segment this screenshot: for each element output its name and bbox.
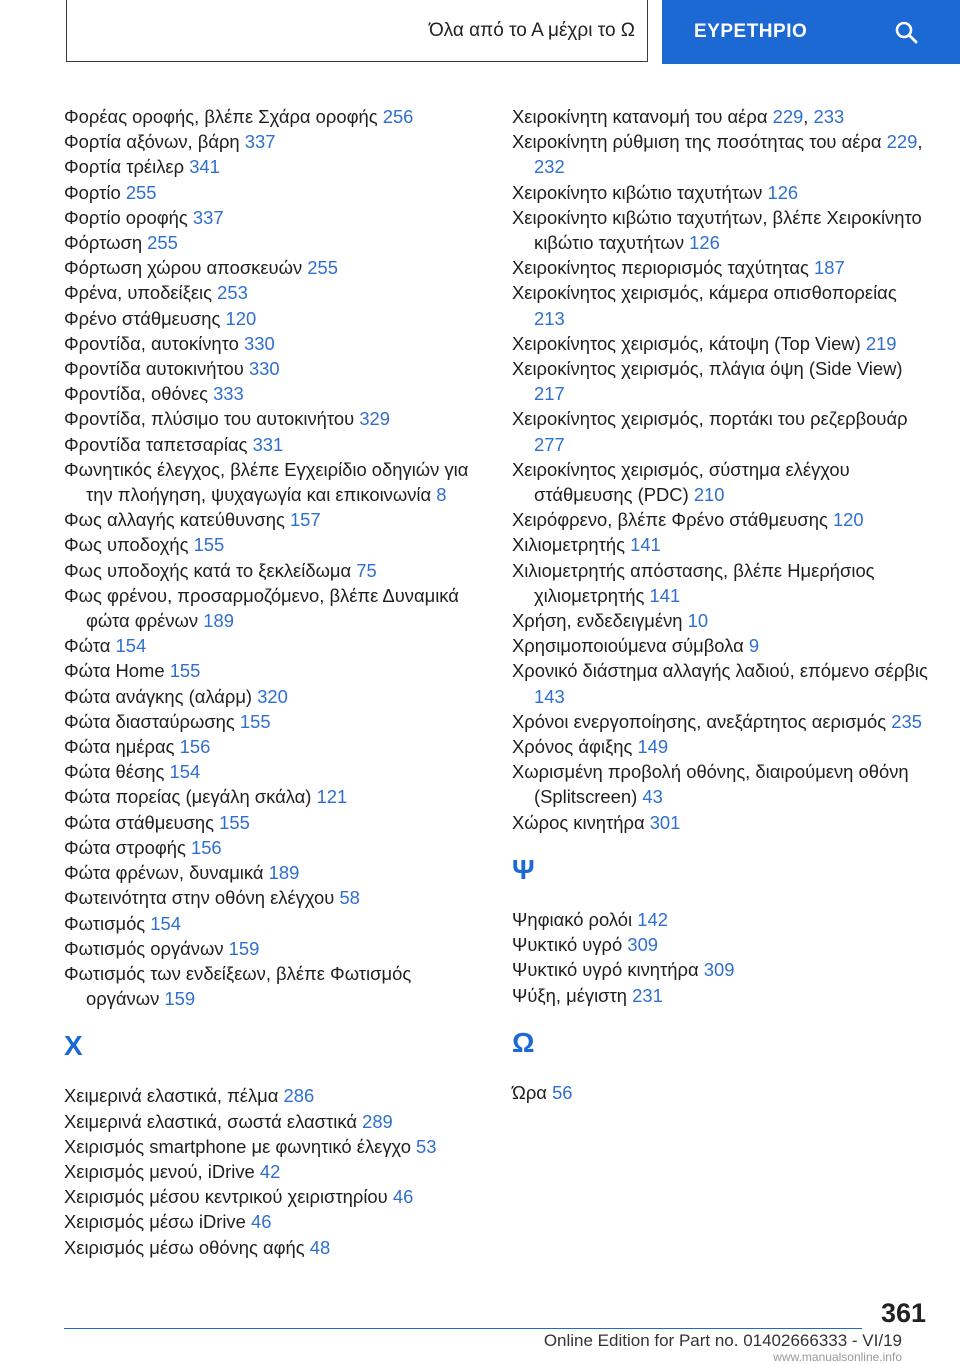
page-link[interactable]: 309 <box>627 934 659 956</box>
index-entry: Χειροκίνητη ρύθμιση της ποσότητας του αέρα 229, 232 <box>512 131 923 178</box>
section-letter: Ω <box>512 1026 535 1058</box>
entry-term: Φώτα <box>64 635 111 657</box>
page-link[interactable]: 154 <box>169 761 201 783</box>
index-entry <box>512 331 932 356</box>
page-link[interactable]: 301 <box>649 811 681 833</box>
page-link[interactable]: 189 <box>268 862 300 884</box>
index-entry <box>64 331 484 356</box>
index-entry <box>512 709 932 734</box>
page-link[interactable]: 126 <box>767 181 799 203</box>
index-entry <box>64 734 484 759</box>
entry-term: Χωρισμένη προβολή οθόνης, διαιρούμενη οθόνη (Splitscreen) <box>512 761 909 808</box>
entry-term: Χειρισμός μενού, iDrive <box>64 1160 255 1182</box>
section-letter: Χ <box>64 1030 83 1062</box>
entry-term: Φώτα φρένων, δυναμικά <box>64 862 264 884</box>
footer-divider <box>64 1328 862 1329</box>
entry-term: Φως φρένου, προσαρμοζόμενο, βλέπε Δυναμικά φώτα φρένων <box>64 584 459 632</box>
page-link[interactable]: 9 <box>748 635 760 657</box>
breadcrumb-label: Όλα από το Α μέχρι το Ω <box>428 19 635 41</box>
index-entry <box>64 709 484 734</box>
index-entry <box>512 205 932 255</box>
entry-term: Χώρος κινητήρα <box>512 811 645 833</box>
page-link[interactable]: 333 <box>213 383 244 405</box>
page-link[interactable]: 256 <box>382 106 414 127</box>
page-link[interactable]: 231 <box>632 984 663 1006</box>
entry-term: Ώρα <box>512 1081 547 1103</box>
entry-term: Χειροκίνητος χειρισμός, πλάγια όψη (Side View) <box>512 358 903 380</box>
index-entry <box>64 583 484 633</box>
entry-term: Φορτία τρέιλερ <box>64 156 185 178</box>
index-entry <box>64 230 484 255</box>
entry-term: Χειροκίνητος χειρισμός, κάμερα οπισθοπορείας <box>512 282 897 304</box>
page-link[interactable]: 141 <box>630 534 661 556</box>
entry-term: Φροντίδα, αυτοκίνητο <box>64 332 239 354</box>
page-header <box>66 0 960 64</box>
page-link[interactable]: 48 <box>309 1236 331 1258</box>
index-entry <box>64 633 484 658</box>
section-letter: Ψ <box>512 853 535 885</box>
entry-term: Φόρτωση χώρου αποσκευών <box>64 257 303 279</box>
page-link[interactable]: 155 <box>239 710 271 732</box>
page-link[interactable]: 143 <box>534 685 565 707</box>
entry-term: Χειρισμός μέσου κεντρικού χειριστηρίου <box>64 1186 388 1208</box>
entry-term: Χειροκίνητο κιβώτιο ταχυτήτων, βλέπε Χειροκίνητο κιβώτιο ταχυτήτων <box>512 206 922 254</box>
index-entry <box>64 961 484 1011</box>
entry-term: Χειμερινά ελαστικά, πέλμα <box>64 1085 279 1107</box>
page-link[interactable]: 187 <box>813 257 845 279</box>
index-entry <box>512 356 932 406</box>
page-link[interactable]: 159 <box>228 937 260 959</box>
entry-term: Φωνητικός έλεγχος, βλέπε Εγχειρίδιο οδηγιών για την πλοήγηση, ψυχαγωγία και επικοινωνία <box>64 458 469 506</box>
index-entry <box>64 911 484 936</box>
entry-term: Χρόνος άφιξης <box>512 736 633 758</box>
index-entry <box>64 810 484 835</box>
entry-term: Χειροκίνητος χειρισμός, κάτοψη (Top View) <box>512 332 861 354</box>
index-tab[interactable] <box>662 0 960 64</box>
page-link[interactable]: 286 <box>283 1085 315 1107</box>
page-link[interactable]: 53 <box>416 1135 437 1157</box>
entry-term: Φωτεινότητα στην οθόνη ελέγχου <box>64 887 335 909</box>
page-link[interactable]: 229 <box>772 106 804 127</box>
entry-term: Χειρισμός μέσω iDrive <box>64 1211 246 1233</box>
entry-term: Φρένα, υποδείξεις <box>64 282 212 304</box>
index-entry <box>64 835 484 860</box>
index-entry <box>64 306 484 331</box>
page-link[interactable]: 337 <box>192 206 224 228</box>
entry-term: Φως αλλαγής κατεύθυνσης <box>64 509 285 531</box>
page-link[interactable]: 142 <box>637 908 668 930</box>
index-entry <box>64 532 484 557</box>
page-link[interactable]: 235 <box>891 710 922 732</box>
entry-term: Φόρτωση <box>64 232 143 254</box>
entry-term: Φώτα θέσης <box>64 761 165 783</box>
index-entry <box>64 1083 484 1108</box>
page-link[interactable]: 56 <box>552 1081 573 1103</box>
entry-term: Φώτα στάθμευσης <box>64 811 215 833</box>
entry-term: Φώτα ανάγκης (αλάρμ) <box>64 685 253 707</box>
entry-term: Φώτα ημέρας <box>64 736 175 758</box>
page-link[interactable]: 213 <box>534 307 565 329</box>
page-link[interactable]: 189 <box>203 610 234 632</box>
entry-term: Φώτα πορείας (μεγάλη σκάλα) <box>64 786 312 808</box>
entry-term: Φροντίδα, πλύσιμο του αυτοκινήτου <box>64 408 355 430</box>
page-link[interactable]: 120 <box>832 509 864 531</box>
index-entry <box>512 280 932 330</box>
entry-term: Φωτισμός οργάνων <box>64 937 224 959</box>
entry-term: Φορτίο <box>64 181 121 203</box>
index-entry <box>512 180 932 205</box>
index-entry <box>64 507 484 532</box>
entry-term: Φορέας οροφής, βλέπε Σχάρα οροφής <box>64 106 378 127</box>
page-link[interactable]: 43 <box>642 786 663 808</box>
index-column-right <box>512 104 932 1105</box>
page-link[interactable]: 210 <box>693 484 725 506</box>
index-column-left <box>64 104 484 1260</box>
entry-term: Φροντίδα, οθόνες <box>64 383 208 405</box>
page-link[interactable]: 331 <box>252 433 284 455</box>
page-link[interactable]: 255 <box>147 232 178 254</box>
page-link[interactable]: 233 <box>813 106 845 127</box>
entry-term: Χρησιμοποιούμενα σύμβολα <box>512 635 744 657</box>
index-entry <box>64 457 484 507</box>
index-entry <box>64 684 484 709</box>
page-link[interactable]: 8 <box>436 484 447 506</box>
page-link[interactable]: 329 <box>359 408 390 430</box>
page-link[interactable]: 155 <box>193 534 225 556</box>
index-entry <box>64 381 484 406</box>
index-entry <box>512 932 932 957</box>
index-entry <box>512 983 932 1008</box>
entry-term: Φωτισμός των ενδείξεων, βλέπε Φωτισμός οργάνων <box>64 962 412 1010</box>
index-entry <box>64 432 484 457</box>
index-entry <box>512 1080 932 1105</box>
page-number: 361 <box>880 1298 926 1328</box>
entry-term: Χειροκίνητος περιορισμός ταχύτητας <box>512 257 809 279</box>
index-entry <box>64 1209 484 1234</box>
index-entry <box>64 1184 484 1209</box>
page-link[interactable]: 42 <box>259 1160 281 1182</box>
breadcrumb-tab[interactable] <box>66 0 648 62</box>
watermark: www.manualsonline.info <box>773 1350 902 1364</box>
page-link[interactable]: 232 <box>534 156 565 178</box>
index-entry <box>512 558 932 608</box>
page-link[interactable]: 229 <box>886 131 918 153</box>
page-link[interactable]: 157 <box>289 509 321 531</box>
page-link[interactable]: 341 <box>189 156 220 178</box>
index-entry <box>64 558 484 583</box>
entry-term: Φως υποδοχής <box>64 534 189 556</box>
page-link[interactable]: 121 <box>316 786 348 808</box>
index-entry <box>64 104 484 129</box>
entry-term: Ψυκτικό υγρό <box>512 934 623 956</box>
index-entry <box>64 1159 484 1184</box>
page-link[interactable]: 58 <box>339 887 360 909</box>
entry-term: Φωτισμός <box>64 912 146 934</box>
page-link[interactable]: 154 <box>150 912 181 934</box>
index-entry <box>512 608 932 633</box>
index-entry <box>512 507 932 532</box>
entry-term: Φρένο στάθμευσης <box>64 307 221 329</box>
index-entry <box>64 205 484 230</box>
page-link[interactable]: 255 <box>307 257 338 279</box>
index-entry <box>512 658 932 708</box>
index-entry <box>64 180 484 205</box>
edition-text: Online Edition for Part no. 01402666333 - VI/19 <box>543 1331 902 1350</box>
index-entry <box>512 957 932 982</box>
index-entry <box>64 280 484 305</box>
index-entry <box>64 936 484 961</box>
entry-term: Χειμερινά ελαστικά, σωστά ελαστικά <box>64 1110 357 1132</box>
entry-term: Χειροκίνητη ρύθμιση της ποσότητας του αέρα <box>512 131 882 153</box>
index-entry <box>512 406 932 456</box>
entry-term: Ψυκτικό υγρό κινητήρα <box>512 959 699 981</box>
page-link[interactable]: 141 <box>649 584 681 606</box>
page-link[interactable]: 330 <box>248 358 280 380</box>
entry-term: Φώτα διασταύρωσης <box>64 710 235 732</box>
index-entry <box>64 356 484 381</box>
entry-term: Φορτίο οροφής <box>64 206 188 228</box>
entry-term: Χιλιομετρητής <box>512 534 625 556</box>
index-entry <box>64 406 484 431</box>
index-entry <box>64 860 484 885</box>
entry-term: Χρήση, ενδεδειγμένη <box>512 610 683 632</box>
page-link[interactable]: 337 <box>244 131 276 153</box>
entry-term: Φορτία αξόνων, βάρη <box>64 131 240 153</box>
page-link[interactable]: 219 <box>865 332 897 354</box>
entry-term: Χρόνοι ενεργοποίησης, ανεξάρτητος αερισμός <box>512 710 887 732</box>
page-link[interactable]: 320 <box>257 685 288 707</box>
page-link[interactable]: 253 <box>217 282 248 304</box>
index-entry <box>64 154 484 179</box>
page-link[interactable]: 126 <box>689 232 720 254</box>
search-icon[interactable] <box>894 20 918 44</box>
index-entry <box>64 658 484 683</box>
entry-term: Φροντίδα ταπετσαρίας <box>64 433 248 455</box>
page-link[interactable]: 217 <box>534 383 565 405</box>
page-link[interactable]: 75 <box>356 559 377 581</box>
page-link[interactable]: 155 <box>169 660 201 682</box>
entry-term: Φως υποδοχής κατά το ξεκλείδωμα <box>64 559 352 581</box>
page-link[interactable]: 277 <box>534 433 565 455</box>
index-tab-label: ΕΥΡΕΤΗΡΙΟ <box>694 21 808 42</box>
index-entry <box>64 1235 484 1260</box>
entry-term: Χιλιομετρητής απόστασης, βλέπε Ημερήσιος χιλιομετρητής <box>512 559 875 606</box>
index-entry: Χειροκίνητη κατανομή του αέρα 229, 233 <box>512 106 845 127</box>
entry-term: Φροντίδα αυτοκινήτου <box>64 358 244 380</box>
index-entry <box>512 255 932 280</box>
page-link[interactable]: 120 <box>225 307 257 329</box>
entry-term: Χειροκίνητος χειρισμός, σύστημα ελέγχου στάθμευσης (PDC) <box>512 458 850 506</box>
page-link[interactable]: 159 <box>164 988 196 1010</box>
index-entry <box>64 784 484 809</box>
index-entry <box>512 633 932 658</box>
index-entry <box>64 1109 484 1134</box>
index-entry <box>64 759 484 784</box>
entry-term: Χειροκίνητος χειρισμός, πορτάκι του ρεζερβουάρ <box>512 408 908 430</box>
page-link[interactable]: 155 <box>219 811 250 833</box>
entry-term: Χειροκίνητη κατανομή του αέρα <box>512 106 768 127</box>
page-link[interactable]: 156 <box>190 836 222 858</box>
page-link[interactable]: 309 <box>703 959 735 981</box>
index-entry <box>64 129 484 154</box>
page-link[interactable]: 255 <box>125 181 157 203</box>
index-entry <box>512 532 932 557</box>
page-link[interactable]: 289 <box>362 1110 393 1132</box>
index-entry <box>512 759 932 809</box>
entry-term: Φώτα Home <box>64 660 165 682</box>
index-entry <box>64 1134 484 1159</box>
index-entry <box>512 457 932 507</box>
entry-term: Ψηφιακό ρολόι <box>512 908 633 930</box>
index-entry <box>512 734 932 759</box>
page-link[interactable]: 10 <box>687 610 709 632</box>
page-link[interactable]: 46 <box>250 1211 272 1233</box>
page-link[interactable]: 46 <box>392 1186 414 1208</box>
index-entry <box>64 885 484 910</box>
entry-term: Φώτα στροφής <box>64 836 186 858</box>
index-entry <box>64 255 484 280</box>
entry-term: Ψύξη, μέγιστη <box>512 984 628 1006</box>
page-link[interactable]: 154 <box>115 635 147 657</box>
page-link[interactable]: 156 <box>179 736 211 758</box>
page-link[interactable]: 330 <box>243 332 275 354</box>
entry-term: Χειρισμός smartphone με φωνητικό έλεγχο <box>64 1135 411 1157</box>
index-entry <box>512 907 932 932</box>
entry-term: Χειροκίνητο κιβώτιο ταχυτήτων <box>512 181 763 203</box>
entry-term: Χειρόφρενο, βλέπε Φρένο στάθμευσης <box>512 509 828 531</box>
page-link[interactable]: 149 <box>637 736 669 758</box>
entry-term: Χρονικό διάστημα αλλαγής λαδιού, επόμενο σέρβις <box>512 660 928 682</box>
entry-term: Χειρισμός μέσω οθόνης αφής <box>64 1236 305 1258</box>
index-entry <box>512 810 932 835</box>
